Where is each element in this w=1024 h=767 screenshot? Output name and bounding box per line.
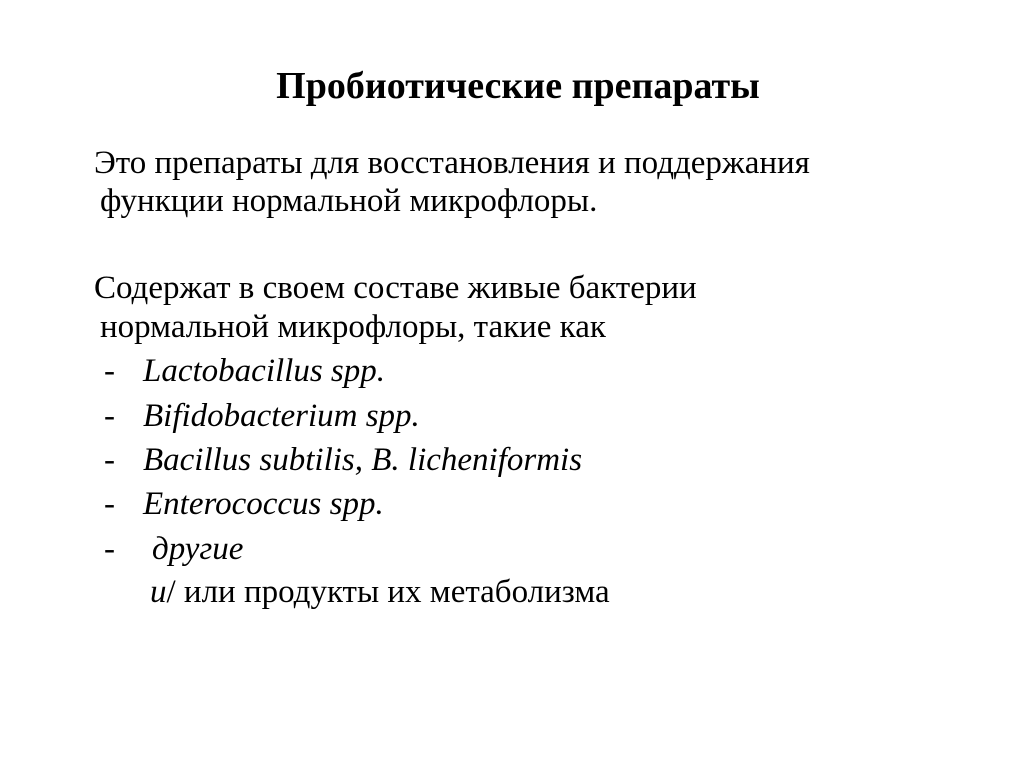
- bullet-marker: -: [104, 531, 115, 567]
- composition-line-2: нормальной микрофлоры, такие как: [100, 309, 606, 345]
- closing-conjunction: и: [150, 574, 167, 610]
- closing-line: [150, 572, 610, 612]
- list-item-enterococcus: Enterococcus spp.: [143, 486, 384, 522]
- definition-line-2: функции нормальной микрофлоры.: [100, 183, 598, 219]
- composition-line-1: Содержат в своем составе живые бактерии: [94, 270, 697, 306]
- bullet-marker: -: [104, 486, 115, 522]
- list-item-lactobacillus: Lactobacillus spp.: [143, 353, 386, 389]
- list-item-bacillus: Bacillus subtilis, B. licheniformis: [143, 442, 583, 478]
- bullet-marker: -: [104, 353, 115, 389]
- closing-rest: / или продукты их метаболизма: [166, 574, 610, 610]
- bullet-marker: -: [104, 398, 115, 434]
- list-item-other: другие: [152, 531, 244, 567]
- slide-title: Пробиотические препараты: [276, 65, 760, 107]
- definition-line-1: Это препараты для восстановления и поддержания: [94, 145, 810, 181]
- list-item-bifidobacterium: Bifidobacterium spp.: [143, 398, 420, 434]
- bullet-marker: -: [104, 442, 115, 478]
